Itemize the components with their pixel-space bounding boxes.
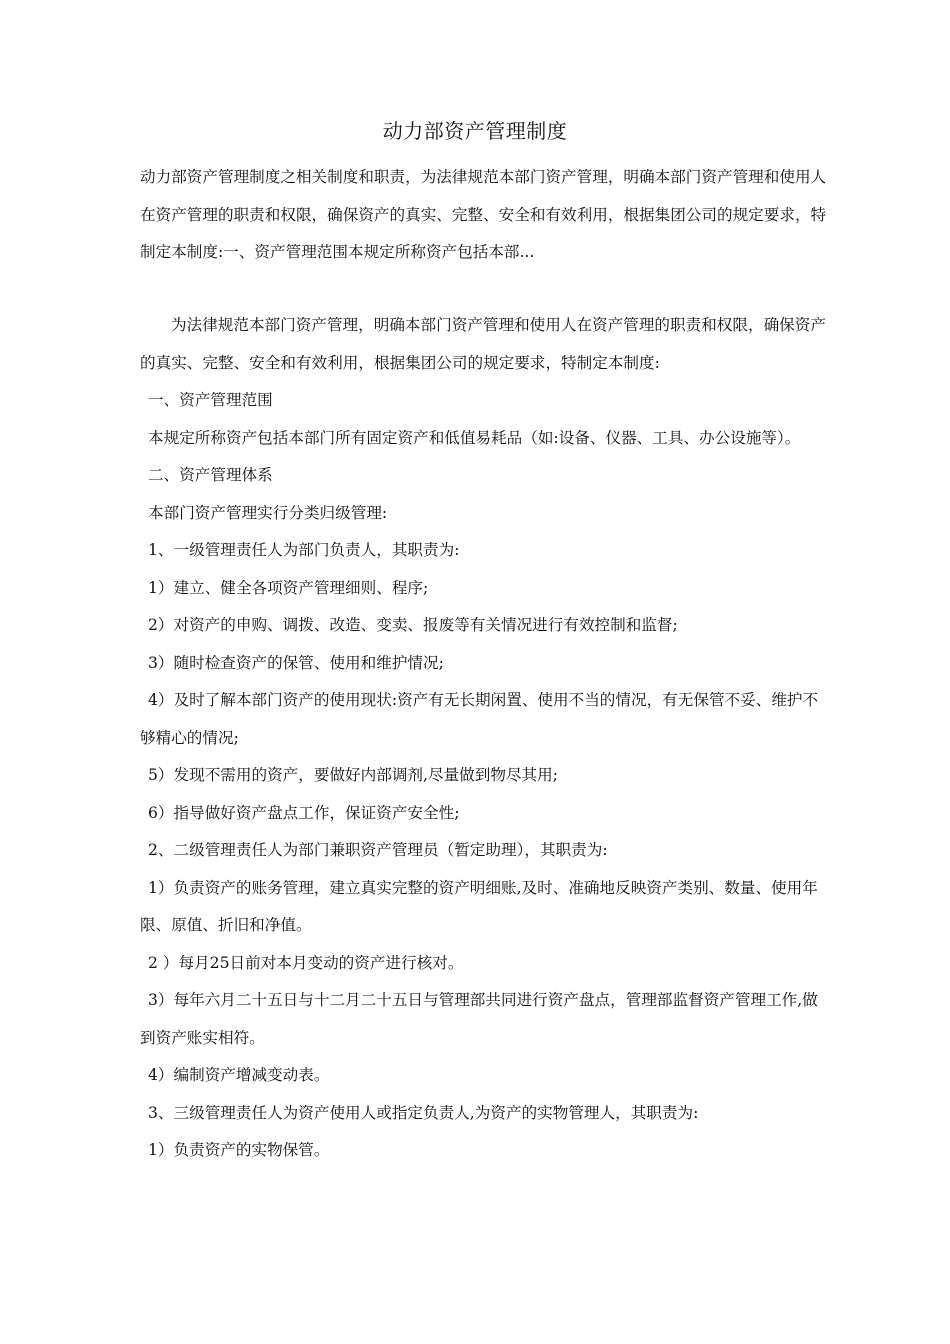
- paragraph-intro: 为法律规范本部门资产管理，明确本部门资产管理和使用人在资产管理的职责和权限，确保资产的真实、完整、安全和有效利用，根据集团公司的规定要求，特制定本制度:: [140, 316, 826, 372]
- list-item: 3）随时检查资产的保管、使用和维护情况;: [148, 653, 444, 672]
- list-item: 6）指导做好资产盘点工作，保证资产安全性;: [148, 803, 460, 822]
- document-body: [140, 307, 828, 1170]
- list-item: 1）负责资产的账务管理，建立真实完整的资产明细账,及时、准确地反映资产类别、数量、使用年限、原值、折旧和净值。: [140, 878, 818, 934]
- list-item: 1）负责资产的实物保管。: [148, 1141, 330, 1159]
- paragraph: 本规定所称资产包括本部门所有固定资产和低值易耗品（如:设备、仪器、工具、办公设施等）。: [148, 428, 801, 447]
- list-item: 1）建立、健全各项资产管理细则、程序;: [148, 578, 429, 597]
- list-item: 4）编制资产增减变动表。: [148, 1066, 330, 1084]
- paragraph: 本部门资产管理实行分类归级管理:: [148, 503, 388, 522]
- list-item: 2）对资产的申购、调拨、改造、变卖、报废等有关情况进行有效控制和监督;: [148, 616, 678, 634]
- list-item: 5）发现不需用的资产，要做好内部调剂,尽量做到物尽其用;: [148, 766, 558, 784]
- section-heading: 一、资产管理范围: [148, 391, 273, 409]
- list-item: 1、一级管理责任人为部门负责人，其职责为:: [148, 541, 460, 559]
- section-heading: 二、资产管理体系: [148, 466, 273, 484]
- document-title: 动力部资产管理制度: [382, 119, 568, 143]
- list-item: 3）每年六月二十五日与十二月二十五日与管理部共同进行资产盘点，管理部监督资产管理工作,做到资产账实相符。: [140, 991, 818, 1047]
- list-item: 2、二级管理责任人为部门兼职资产管理员（暂定助理），其职责为:: [148, 841, 608, 859]
- document-summary: 动力部资产管理制度之相关制度和职责，为法律规范本部门资产管理，明确本部门资产管理和使用人在资产管理的职责和权限，确保资产的真实、完整、安全和有效利用，根据集团公司的规定要求，特制定本制度:一、资产管理范围本规定所称资产包括本部...: [140, 168, 827, 261]
- list-item: 2 ）每月25日前对本月变动的资产进行核对。: [148, 953, 464, 972]
- list-item: 3、三级管理责任人为资产使用人或指定负责人,为资产的实物管理人，其职责为:: [148, 1103, 699, 1122]
- list-item: 4）及时了解本部门资产的使用现状:资产有无长期闲置、使用不当的情况，有无保管不妥、维护不够精心的情况;: [140, 691, 819, 747]
